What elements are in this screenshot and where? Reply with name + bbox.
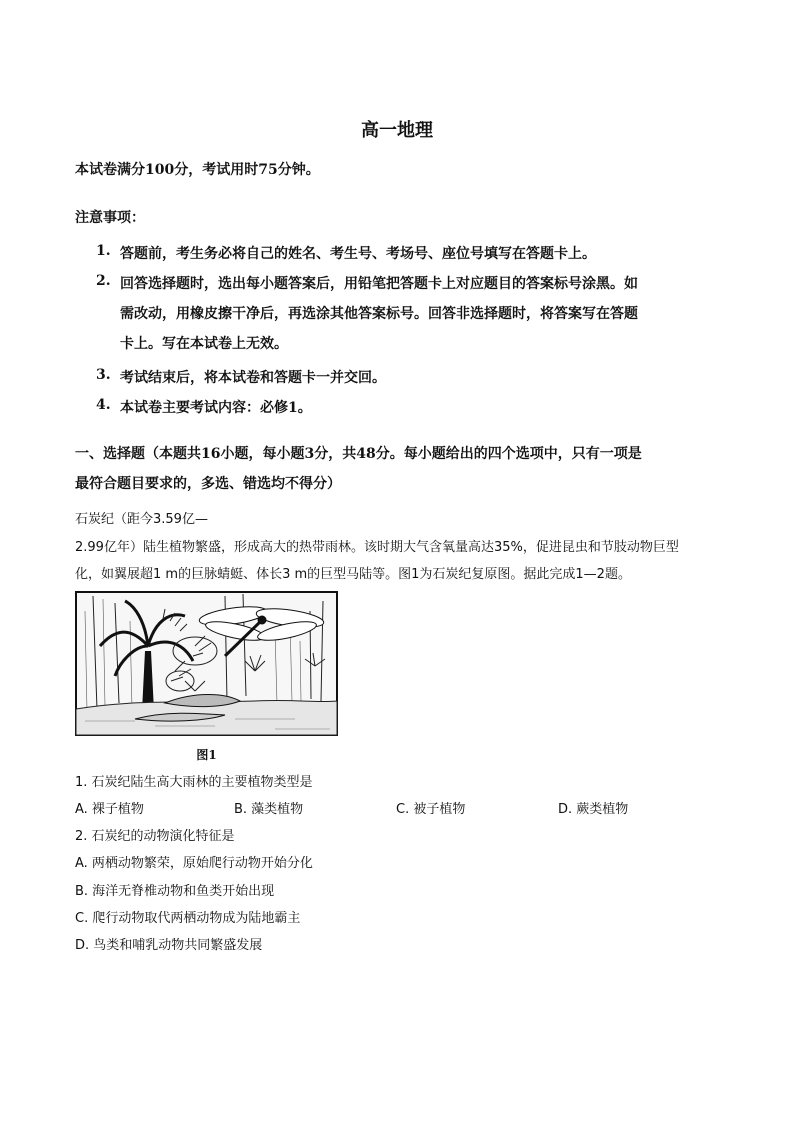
note-text: 考试结束后，将本试卷和答题卡一并交回。 xyxy=(120,370,386,386)
section-heading: 最符合题目要求的，多选、错选均不得分） xyxy=(75,476,341,492)
section-heading: 一、选择题（本题共16小题，每小题3分，共48分。每小题给出的四个选项中，只有一项是 xyxy=(75,446,642,462)
option-b: B. 藻类植物 xyxy=(234,802,304,817)
notes-heading: 注意事项： xyxy=(75,210,145,226)
note-text: 答题前，考生务必将自己的姓名、考生号、考场号、座位号填写在答题卡上。 xyxy=(120,246,596,262)
option-b: B. 海洋无脊椎动物和鱼类开始出现 xyxy=(75,884,275,899)
note-number: 4. xyxy=(96,397,111,413)
note-text: 需改动，用橡皮擦干净后，再选涂其他答案标号。回答非选择题时，将答案写在答题 xyxy=(120,306,638,322)
figure-caption: 图1 xyxy=(196,748,217,762)
passage-text: 化，如翼展超1 m的巨脉蜻蜓、体长3 m的巨型马陆等。图1为石炭纪复原图。据此完成1—2题。 xyxy=(75,567,631,582)
question-stem: 1. 石炭纪陆生高大雨林的主要植物类型是 xyxy=(75,775,313,790)
note-text: 回答选择题时，选出每小题答案后，用铅笔把答题卡上对应题目的答案标号涂黑。如 xyxy=(120,276,638,292)
option-d: D. 蕨类植物 xyxy=(558,802,629,817)
option-c: C. 被子植物 xyxy=(396,802,466,817)
page-title: 高一地理 xyxy=(361,120,433,141)
note-number: 1. xyxy=(96,243,111,259)
option-a: A. 两栖动物繁荣，原始爬行动物开始分化 xyxy=(75,856,313,871)
question-stem: 2. 石炭纪的动物演化特征是 xyxy=(75,829,235,844)
passage-text: 2.99亿年）陆生植物繁盛，形成高大的热带雨林。该时期大气含氧量高达35%，促进昆虫和节肢动物巨型 xyxy=(75,540,679,555)
option-d: D. 鸟类和哺乳动物共同繁盛发展 xyxy=(75,938,263,953)
exam-info: 本试卷满分100分，考试用时75分钟。 xyxy=(75,162,320,178)
note-text: 卡上。写在本试卷上无效。 xyxy=(120,336,288,352)
passage-text: 石炭纪（距今3.59亿— xyxy=(75,512,208,527)
option-c: C. 爬行动物取代两栖动物成为陆地霸主 xyxy=(75,911,301,926)
note-number: 3. xyxy=(96,367,111,383)
carboniferous-illustration xyxy=(75,591,338,736)
note-number: 2. xyxy=(96,273,111,289)
note-text: 本试卷主要考试内容：必修1。 xyxy=(120,400,312,416)
option-a: A. 裸子植物 xyxy=(75,802,144,817)
